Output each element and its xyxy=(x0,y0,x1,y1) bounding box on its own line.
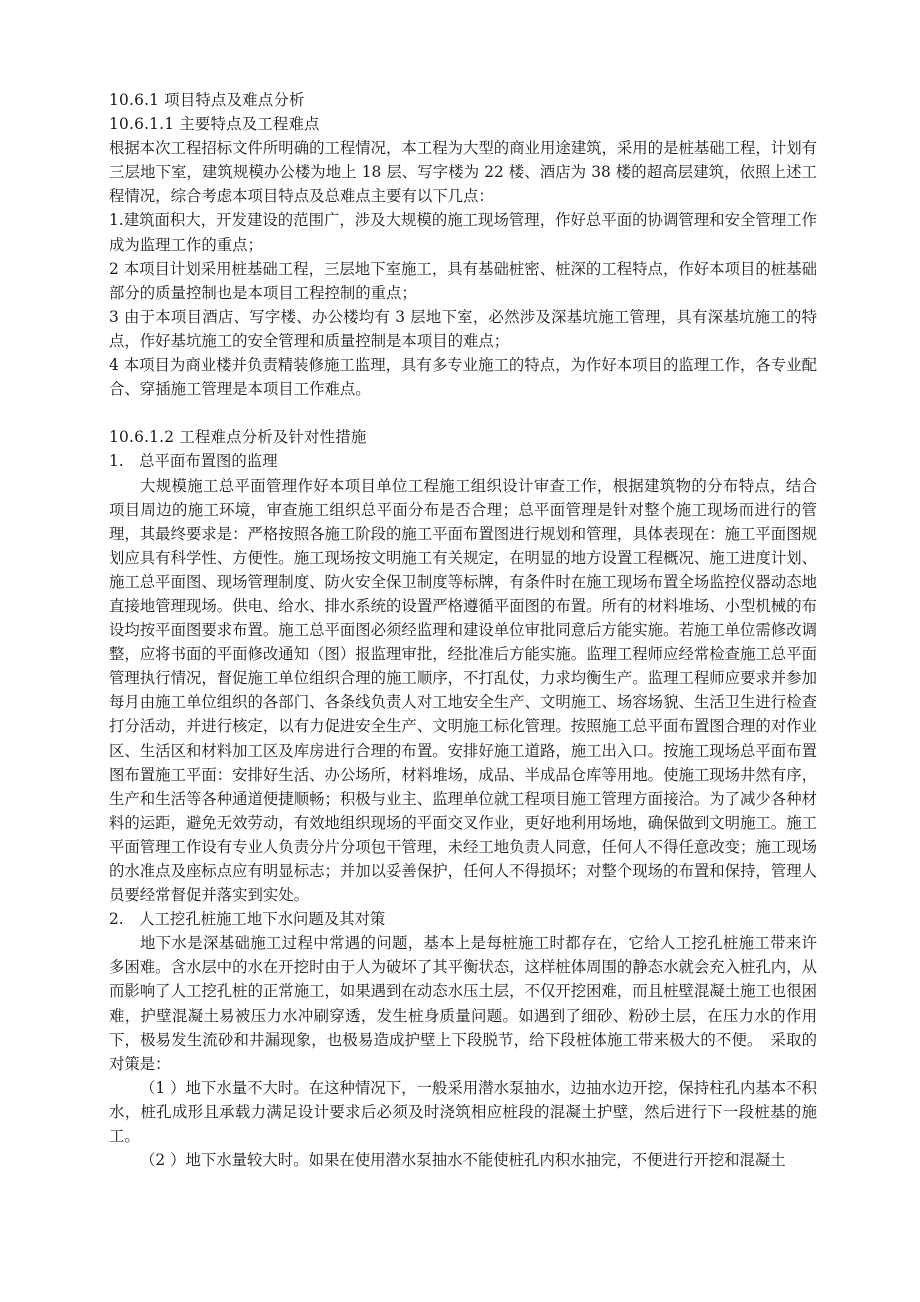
item-body-1: 大规模施工总平面管理作好本项目单位工程施工组织设计审查工作，根据建筑物的分布特点，结合项目周边的施工环境，审查施工组织总平面分布是否合理；总平面管理是针对整个施工现场而进行的管理，其最终要求是：严格按照各施工阶段的施工平面布置图进行规划和管理，具体表现在：施工平面图规划应具有科学性、方便性。施工现场按文明施工有关规定，在明显的地方设置工程概况、施工进度计划、施工总平面图、现场管理制度、防火安全保卫制度等标牌，有条件时在施工现场布置全场监控仪器动态地直接地管理现场。供电、给水、排水系统的设置严格遵循平面图的布置。所有的材料堆场、小型机械的布设均按平面图要求布置。施工总平面图必须经监理和建设单位审批同意后方能实施。若施工单位需修改调整，应将书面的平面修改通知（图）报监理审批，经批准后方能实施。监理工程师应经常检查施工总平面管理执行情况，督促施工单位组织合理的施工顺序，不打乱仗，力求均衡生产。监理工程师应要求并参加每月由施工单位组织的各部门、各条线负责人对工地安全生产、文明施工、场容场貌、生活卫生进行检查打分活动，并进行核定，以有力促进安全生产、文明施工标化管理。按照施工总平面布置图合理的对作业区、生活区和材料加工区及库房进行合理的布置。安排好施工道路，施工出入口。按施工现场总平面布置图布置施工平面：安排好生活、办公场所，材料堆场，成品、半成品仓库等用地。使施工现场井然有序，生产和生活等各种通道便捷顺畅；积极与业主、监理单位就工程项目施工管理方面接洽。为了减少各种材料的运距，避免无效劳动，有效地组织现场的平面交叉作业，更好地利用场地，确保做到文明施工。施工平面管理工作设有专业人负责分片分项包干管理，未经工地负责人同意，任何人不得任意改变；施工现场的水准点及座标点应有明显标志；并加以妥善保护，任何人不得损坏；对整个现场的布置和保持，管理人员要经常督促并落实到实处。 xyxy=(109,476,817,905)
item-heading-2: 2. 人工挖孔桩施工地下水问题及其对策 xyxy=(109,910,386,929)
measure-paragraph-2: （2 ）地下水量较大时。如果在使用潜水泵抽水不能使桩孔内积水抽完，不便进行开挖和混凝土 xyxy=(140,1151,786,1170)
item-body-2: 地下水是深基础施工过程中常遇的问题，基本上是每桩施工时都存在，它给人工挖孔桩施工带来许多困难。含水层中的水在开挖时由于人为破坏了其平衡状态，这样桩体周围的静态水就会充入桩孔内，从而影响了人工挖孔桩的正常施工，如果遇到在动态水压土层，不仅开挖困难，而且桩壁混凝土施工也很困难，护壁混凝土易被压力水冲刷穿透，发生桩身质量问题。如遇到了细砂、粉砂土层，在压力水的作用下，极易发生流砂和井漏现象，也极易造成护壁上下段脱节，给下段桩体施工带来极大的不便。 采取的对策是： xyxy=(109,934,817,1073)
subsection-title-2: 10.6.1.2 工程难点分析及针对性措施 xyxy=(109,428,367,447)
point-item: 2 本项目计划采用桩基础工程，三层地下室施工，具有基础桩密、桩深的工程特点，作好本项目的桩基础部分的质量控制也是本项目工程控制的重点； xyxy=(109,259,817,302)
point-item: 4 本项目为商业楼并负责精装修施工监理，具有多专业施工的特点，为作好本项目的监理工作，各专业配合、穿插施工管理是本项目工作难点。 xyxy=(109,356,817,399)
point-item: 3 由于本项目酒店、写字楼、办公楼均有 3 层地下室，必然涉及深基坑施工管理，具有深基坑施工的特点，作好基坑施工的安全管理和质量控制是本项目的难点； xyxy=(109,307,817,350)
section-title: 10.6.1 项目特点及难点分析 xyxy=(109,91,305,109)
intro-paragraph: 根据本次工程招标文件所明确的工程情况，本工程为大型的商业用途建筑，采用的是桩基础工程，计划有三层地下室，建筑规模办公楼为地上 18 层、写字楼为 22 楼、酒店为 38 楼的超高层建筑，依照上述工程情况，综合考虑本项目特点及总难点主要有以下几点： xyxy=(109,139,817,206)
point-item: 1.建筑面积大，开发建设的范围广，涉及大规模的施工现场管理，作好总平面的协调管理和安全管理工作成为监理工作的重点； xyxy=(109,211,817,254)
blank-line xyxy=(109,401,817,425)
measure-paragraph-1: （1 ）地下水量不大时。在这种情况下，一般采用潜水泵抽水，边抽水边开挖，保持柱孔内基本不积水，桩孔成形且承载力满足设计要求后必须及时浇筑相应桩段的混凝土护壁，然后进行下一段桩基的施工。 xyxy=(109,1078,817,1146)
subsection-title-1: 10.6.1.1 主要特点及工程难点 xyxy=(109,115,320,134)
document-page xyxy=(109,88,817,1172)
item-heading-1: 1. 总平面布置图的监理 xyxy=(109,452,278,471)
